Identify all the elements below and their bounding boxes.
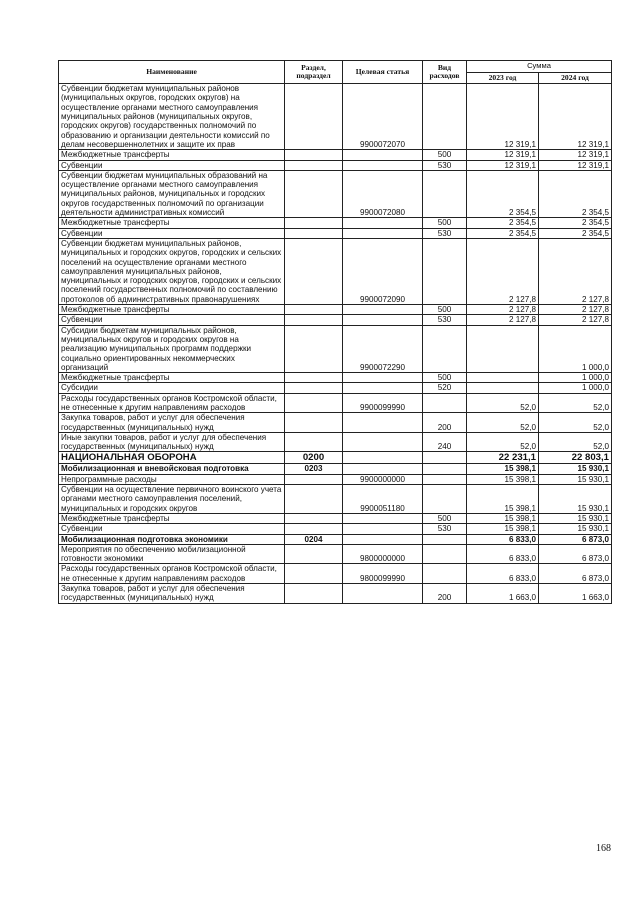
row-section bbox=[285, 393, 343, 413]
row-target bbox=[343, 432, 423, 452]
row-2023: 1 663,0 bbox=[467, 584, 539, 604]
row-target bbox=[343, 413, 423, 433]
row-2024: 12 319,1 bbox=[539, 84, 612, 150]
row-type bbox=[423, 485, 467, 514]
row-section bbox=[285, 150, 343, 160]
row-name: Межбюджетные трансферты bbox=[59, 218, 285, 228]
row-2024: 15 930,1 bbox=[539, 485, 612, 514]
table-row bbox=[59, 84, 612, 150]
row-2023: 15 398,1 bbox=[467, 485, 539, 514]
row-target bbox=[343, 373, 423, 383]
row-2023: 6 833,0 bbox=[467, 534, 539, 544]
row-section bbox=[285, 432, 343, 452]
row-target bbox=[343, 524, 423, 534]
row-2024: 2 354,5 bbox=[539, 228, 612, 238]
row-type bbox=[423, 452, 467, 464]
row-2024: 15 930,1 bbox=[539, 524, 612, 534]
row-type bbox=[423, 544, 467, 564]
row-2023: 2 127,8 bbox=[467, 305, 539, 315]
row-type bbox=[423, 474, 467, 484]
row-name: Субвенции bbox=[59, 160, 285, 170]
row-2023: 22 231,1 bbox=[467, 452, 539, 464]
row-type: 240 bbox=[423, 432, 467, 452]
row-name: Субвенции бюджетам муниципальных образований на осуществление органами местного самоуправления муниципальных районов, муниципальных и городских округов государственных полномочий по организации деятельности административных комиссий bbox=[59, 170, 285, 217]
row-type: 500 bbox=[423, 150, 467, 160]
row-2023: 52,0 bbox=[467, 432, 539, 452]
row-2023 bbox=[467, 373, 539, 383]
row-type bbox=[423, 464, 467, 474]
row-2024: 2 354,5 bbox=[539, 170, 612, 217]
header-2024: 2024 год bbox=[539, 72, 612, 84]
table-row bbox=[59, 544, 612, 564]
row-name: Мобилизационная подготовка экономики bbox=[59, 534, 285, 544]
row-2023 bbox=[467, 325, 539, 372]
table-row bbox=[59, 524, 612, 534]
row-2023 bbox=[467, 383, 539, 393]
row-2024: 1 000,0 bbox=[539, 325, 612, 372]
row-type: 530 bbox=[423, 315, 467, 325]
row-name: Субвенции бюджетам муниципальных районов (муниципальных округов, городских округов) на осуществление органами местного самоуправления муниципальных районов (муниципальных округов, городских округов) государственных полномочий по образованию и организации деятельности комиссий по делам несовершеннолетних и защите их прав bbox=[59, 84, 285, 150]
row-2023: 15 398,1 bbox=[467, 464, 539, 474]
table-row bbox=[59, 413, 612, 433]
header-target: Целевая статья bbox=[343, 61, 423, 84]
row-section bbox=[285, 513, 343, 523]
row-target bbox=[343, 160, 423, 170]
row-2024: 22 803,1 bbox=[539, 452, 612, 464]
row-target: 9900072070 bbox=[343, 84, 423, 150]
row-target: 9900051180 bbox=[343, 485, 423, 514]
row-target: 9900072090 bbox=[343, 238, 423, 304]
row-target: 9900000000 bbox=[343, 474, 423, 484]
row-name: Закупка товаров, работ и услуг для обеспечения государственных (муниципальных) нужд bbox=[59, 413, 285, 433]
row-2023: 2 354,5 bbox=[467, 218, 539, 228]
page-number: 168 bbox=[596, 843, 611, 854]
row-type bbox=[423, 393, 467, 413]
row-target bbox=[343, 150, 423, 160]
table-body bbox=[59, 84, 612, 603]
row-2024: 6 873,0 bbox=[539, 544, 612, 564]
row-2024: 52,0 bbox=[539, 432, 612, 452]
row-type: 200 bbox=[423, 584, 467, 604]
row-name: Субсидии bbox=[59, 383, 285, 393]
row-2023: 12 319,1 bbox=[467, 84, 539, 150]
row-2024: 1 000,0 bbox=[539, 383, 612, 393]
row-type bbox=[423, 170, 467, 217]
table-row bbox=[59, 315, 612, 325]
row-target: 9800099990 bbox=[343, 564, 423, 584]
row-name: Межбюджетные трансферты bbox=[59, 150, 285, 160]
row-2024: 1 000,0 bbox=[539, 373, 612, 383]
table-row bbox=[59, 534, 612, 544]
row-section bbox=[285, 383, 343, 393]
row-name: Межбюджетные трансферты bbox=[59, 373, 285, 383]
row-type bbox=[423, 564, 467, 584]
row-target bbox=[343, 534, 423, 544]
row-section bbox=[285, 524, 343, 534]
row-type bbox=[423, 238, 467, 304]
table-row bbox=[59, 485, 612, 514]
row-section bbox=[285, 325, 343, 372]
row-type: 520 bbox=[423, 383, 467, 393]
row-name: Субвенции bbox=[59, 524, 285, 534]
table-row bbox=[59, 150, 612, 160]
row-name: Субвенции bbox=[59, 315, 285, 325]
row-2023: 15 398,1 bbox=[467, 513, 539, 523]
row-type: 500 bbox=[423, 513, 467, 523]
row-section bbox=[285, 373, 343, 383]
row-target: 9900099990 bbox=[343, 393, 423, 413]
row-2024: 1 663,0 bbox=[539, 584, 612, 604]
row-section bbox=[285, 413, 343, 433]
row-2024: 12 319,1 bbox=[539, 150, 612, 160]
table-row bbox=[59, 452, 612, 464]
table-row bbox=[59, 474, 612, 484]
row-2024: 2 354,5 bbox=[539, 218, 612, 228]
row-2023: 6 833,0 bbox=[467, 564, 539, 584]
row-name: Непрограммные расходы bbox=[59, 474, 285, 484]
table-row bbox=[59, 432, 612, 452]
row-target bbox=[343, 305, 423, 315]
row-target: 9900072290 bbox=[343, 325, 423, 372]
header-sum: Сумма bbox=[467, 61, 612, 73]
row-2024: 2 127,8 bbox=[539, 315, 612, 325]
row-section bbox=[285, 160, 343, 170]
row-2024: 12 319,1 bbox=[539, 160, 612, 170]
row-type: 200 bbox=[423, 413, 467, 433]
row-section bbox=[285, 315, 343, 325]
row-name: Закупка товаров, работ и услуг для обеспечения государственных (муниципальных) нужд bbox=[59, 584, 285, 604]
row-target bbox=[343, 513, 423, 523]
row-section bbox=[285, 238, 343, 304]
row-section bbox=[285, 218, 343, 228]
table-row bbox=[59, 238, 612, 304]
row-2024: 52,0 bbox=[539, 393, 612, 413]
row-target bbox=[343, 228, 423, 238]
row-section bbox=[285, 305, 343, 315]
row-2024: 6 873,0 bbox=[539, 564, 612, 584]
row-section bbox=[285, 564, 343, 584]
header-2023: 2023 год bbox=[467, 72, 539, 84]
row-section bbox=[285, 584, 343, 604]
row-section bbox=[285, 485, 343, 514]
table-row bbox=[59, 218, 612, 228]
row-2023: 12 319,1 bbox=[467, 150, 539, 160]
row-2023: 2 354,5 bbox=[467, 228, 539, 238]
table-row bbox=[59, 160, 612, 170]
row-name: Расходы государственных органов Костромской области, не отнесенные к другим направлениям расходов bbox=[59, 393, 285, 413]
row-type: 500 bbox=[423, 218, 467, 228]
row-section: 0204 bbox=[285, 534, 343, 544]
row-section bbox=[285, 170, 343, 217]
row-section: 0203 bbox=[285, 464, 343, 474]
row-target bbox=[343, 464, 423, 474]
row-section bbox=[285, 84, 343, 150]
row-type: 500 bbox=[423, 373, 467, 383]
row-2024: 15 930,1 bbox=[539, 513, 612, 523]
row-name: Мобилизационная и вневойсковая подготовка bbox=[59, 464, 285, 474]
row-type: 530 bbox=[423, 160, 467, 170]
row-type bbox=[423, 325, 467, 372]
row-2023: 52,0 bbox=[467, 393, 539, 413]
row-name: Субвенции бюджетам муниципальных районов, муниципальных и городских округов, городских и сельских поселений на осуществление органами местного самоуправления муниципальных районов, муниципальных и городских округов, городских и сельских поселений государственных полномочий по составлению протоколов об административных правонарушениях bbox=[59, 238, 285, 304]
row-name: Межбюджетные трансферты bbox=[59, 305, 285, 315]
row-2023: 15 398,1 bbox=[467, 474, 539, 484]
row-name: НАЦИОНАЛЬНАЯ ОБОРОНА bbox=[59, 452, 285, 464]
row-name: Иные закупки товаров, работ и услуг для обеспечения государственных (муниципальных) нужд bbox=[59, 432, 285, 452]
row-2024: 15 930,1 bbox=[539, 464, 612, 474]
table-row bbox=[59, 228, 612, 238]
row-name: Субвенции bbox=[59, 228, 285, 238]
row-2023: 6 833,0 bbox=[467, 544, 539, 564]
table-row bbox=[59, 383, 612, 393]
table-row bbox=[59, 393, 612, 413]
row-name: Расходы государственных органов Костромской области, не отнесенные к другим направлениям расходов bbox=[59, 564, 285, 584]
row-2023: 2 127,8 bbox=[467, 315, 539, 325]
header-type: Вид расходов bbox=[423, 61, 467, 84]
row-target bbox=[343, 218, 423, 228]
row-2023: 12 319,1 bbox=[467, 160, 539, 170]
row-2024: 15 930,1 bbox=[539, 474, 612, 484]
row-target bbox=[343, 383, 423, 393]
row-target bbox=[343, 452, 423, 464]
row-name: Субсидии бюджетам муниципальных районов, муниципальных округов и городских округов на реализацию муниципальных программ поддержки социально ориентированных некоммерческих организаций bbox=[59, 325, 285, 372]
row-target: 9800000000 bbox=[343, 544, 423, 564]
row-2024: 6 873,0 bbox=[539, 534, 612, 544]
row-2023: 52,0 bbox=[467, 413, 539, 433]
table-row bbox=[59, 464, 612, 474]
header-name: Наименование bbox=[59, 61, 285, 84]
row-section bbox=[285, 544, 343, 564]
row-section bbox=[285, 228, 343, 238]
row-2023: 2 127,8 bbox=[467, 238, 539, 304]
table-row bbox=[59, 584, 612, 604]
row-name: Мероприятия по обеспечению мобилизационной готовности экономики bbox=[59, 544, 285, 564]
row-type: 500 bbox=[423, 305, 467, 315]
header-section: Раздел, подраздел bbox=[285, 61, 343, 84]
row-name: Межбюджетные трансферты bbox=[59, 513, 285, 523]
row-target: 9900072080 bbox=[343, 170, 423, 217]
row-2023: 2 354,5 bbox=[467, 170, 539, 217]
row-2023: 15 398,1 bbox=[467, 524, 539, 534]
budget-table bbox=[58, 60, 612, 604]
row-type: 530 bbox=[423, 524, 467, 534]
table-row bbox=[59, 513, 612, 523]
row-2024: 2 127,8 bbox=[539, 305, 612, 315]
table-row bbox=[59, 305, 612, 315]
row-section: 0200 bbox=[285, 452, 343, 464]
table-row bbox=[59, 373, 612, 383]
row-type bbox=[423, 534, 467, 544]
row-section bbox=[285, 474, 343, 484]
row-type bbox=[423, 84, 467, 150]
row-name: Субвенции на осуществление первичного воинского учета органами местного самоуправления поселений, муниципальных и городских округов bbox=[59, 485, 285, 514]
row-target bbox=[343, 584, 423, 604]
row-2024: 2 127,8 bbox=[539, 238, 612, 304]
table-row bbox=[59, 564, 612, 584]
header-row bbox=[59, 61, 612, 73]
table-row bbox=[59, 325, 612, 372]
row-2024: 52,0 bbox=[539, 413, 612, 433]
table-row bbox=[59, 170, 612, 217]
row-type: 530 bbox=[423, 228, 467, 238]
row-target bbox=[343, 315, 423, 325]
